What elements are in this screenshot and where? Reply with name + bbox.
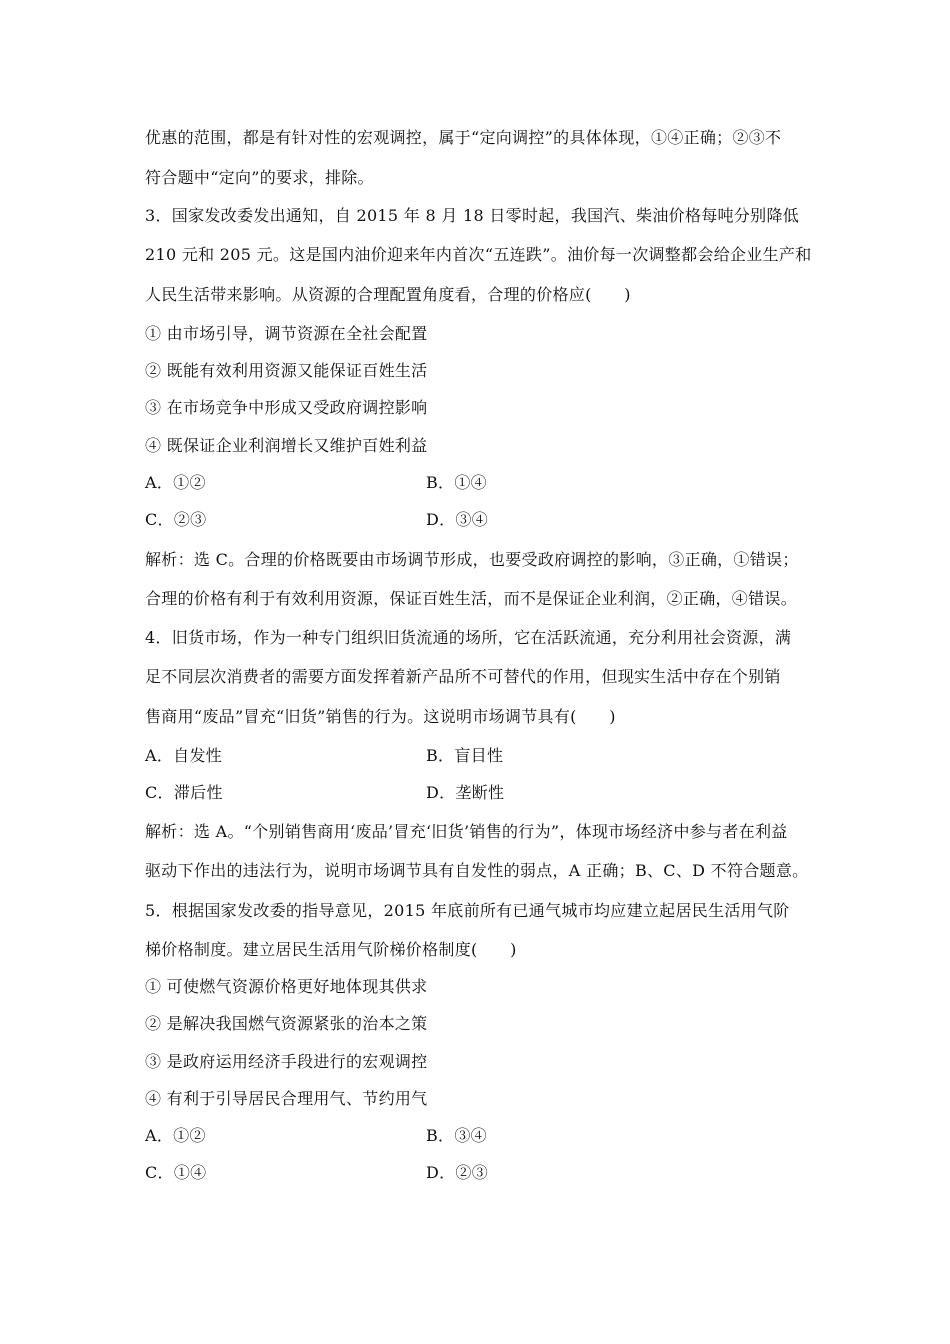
q3-item-3: ③ 在市场竞争中形成又受政府调控影响 (145, 398, 428, 417)
q5-stem-line-1: 5．根据国家发改委的指导意见，2015 年底前所有已通气城市均应建立起居民生活用气阶 (145, 901, 790, 920)
q3-item-2: ② 既能有效利用资源又能保证百姓生活 (145, 361, 428, 380)
q3-item-4: ④ 既保证企业利润增长又维护百姓利益 (145, 436, 428, 455)
q3-stem-line-1: 3．国家发改委发出通知，自 2015 年 8 月 18 日零时起，我国汽、柴油价格每吨分别降低 (145, 206, 800, 225)
q5-stem-line-2: 梯价格制度。建立居民生活用气阶梯价格制度( ) (145, 940, 517, 959)
q4-stem-line-2: 足不同层次消费者的需要方面发挥着新产品所不可替代的作用，但现实生活中存在个别销 (145, 667, 781, 686)
q5-option-d: D．②③ (426, 1163, 489, 1182)
q5-option-a: A．①② (145, 1126, 206, 1145)
q4-option-b: B．盲目性 (426, 746, 504, 765)
q2-analysis-line-2: 符合题中“定向”的要求，排除。 (145, 168, 374, 187)
q4-option-c: C．滞后性 (145, 783, 223, 802)
q3-analysis-line-2: 合理的价格有利于有效利用资源，保证百姓生活，而不是保证企业利润，②正确，④错误。 (145, 589, 798, 608)
q4-analysis-line-2: 驱动下作出的违法行为，说明市场调节具有自发性的弱点，A 正确；B、C、D 不符合题意。 (145, 861, 809, 880)
q3-analysis-line-1: 解析：选 C。合理的价格既要由市场调节形成，也要受政府调控的影响，③正确，①错误； (145, 550, 799, 569)
q4-option-d: D．垄断性 (426, 783, 505, 802)
q3-option-d: D．③④ (426, 510, 489, 529)
q5-item-3: ③ 是政府运用经济手段进行的宏观调控 (145, 1052, 428, 1071)
q4-stem-line-1: 4．旧货市场，作为一种专门组织旧货流通的场所，它在活跃流通，充分利用社会资源，满 (145, 628, 792, 647)
q5-item-1: ① 可使燃气资源价格更好地体现其供求 (145, 977, 428, 996)
q2-analysis-line-1: 优惠的范围，都是有针对性的宏观调控，属于“定向调控”的具体体现，①④正确；②③不 (145, 128, 782, 147)
q4-stem-line-3: 售商用“废品”冒充“旧货”销售的行为。这说明市场调节具有( ) (145, 707, 616, 726)
q3-stem-line-2: 210 元和 205 元。这是国内油价迎来年内首次“五连跌”。油价每一次调整都会给企业生产和 (145, 245, 812, 264)
q3-stem-line-3: 人民生活带来影响。从资源的合理配置角度看，合理的价格应( ) (145, 285, 631, 304)
q3-item-1: ① 由市场引导，调节资源在全社会配置 (145, 324, 428, 343)
q3-option-c: C．②③ (145, 510, 207, 529)
q5-option-c: C．①④ (145, 1163, 207, 1182)
q5-item-4: ④ 有利于引导居民合理用气、节约用气 (145, 1089, 428, 1108)
q3-option-a: A．①② (145, 473, 206, 492)
q5-item-2: ② 是解决我国燃气资源紧张的治本之策 (145, 1014, 428, 1033)
q3-option-b: B．①④ (426, 473, 487, 492)
q4-option-a: A．自发性 (145, 746, 223, 765)
q4-analysis-line-1: 解析：选 A。“个别销售商用‘废品’冒充‘旧货’销售的行为”，体现市场经济中参与者在利益 (145, 822, 788, 841)
q5-option-b: B．③④ (426, 1126, 487, 1145)
